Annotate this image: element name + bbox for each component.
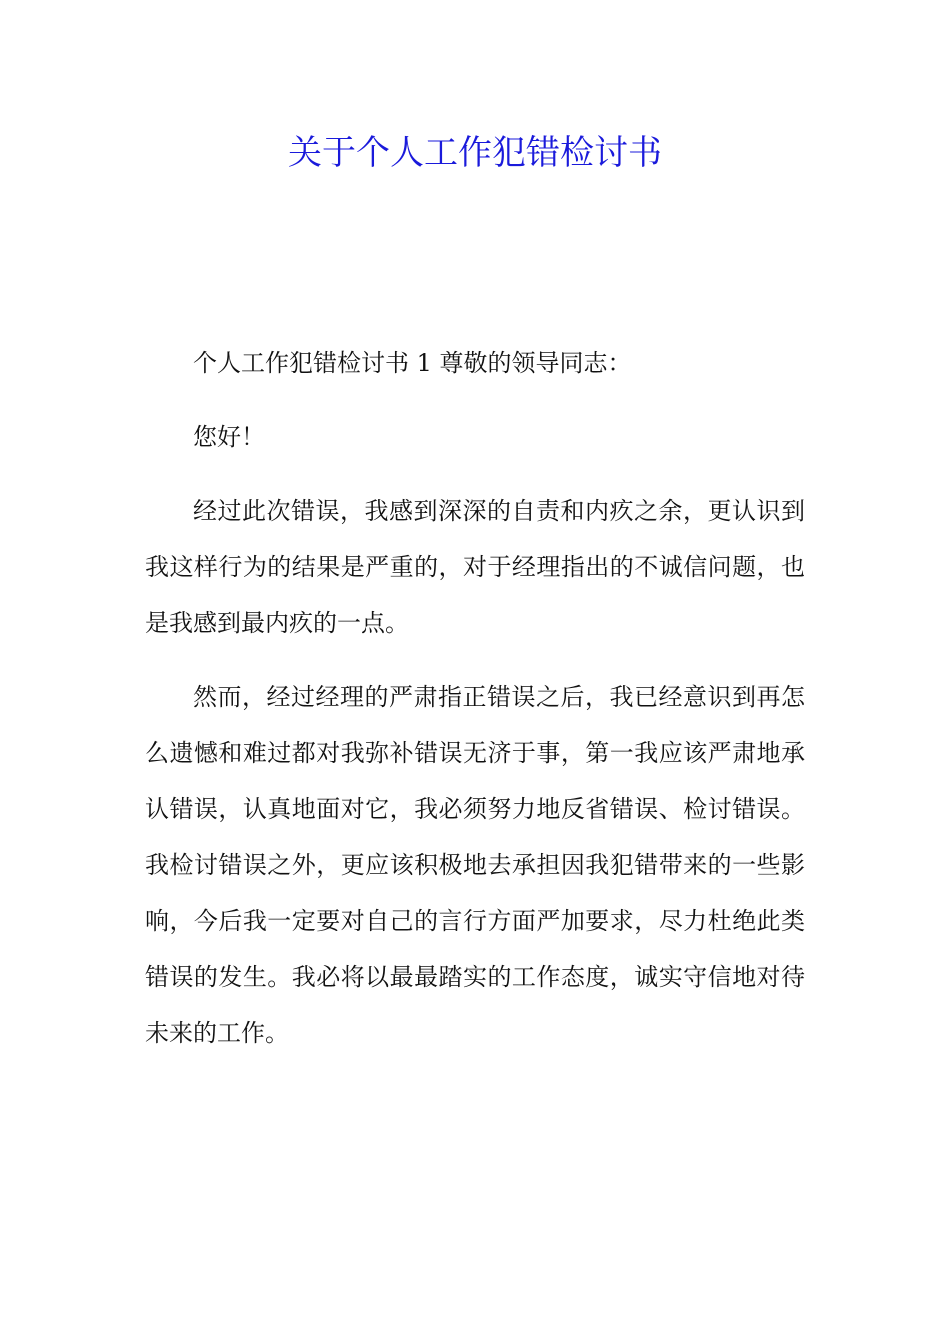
document-title: 关于个人工作犯错检讨书 <box>288 133 662 173</box>
paragraph-salutation: 个人工作犯错检讨书 1 尊敬的领导同志： <box>193 349 632 377</box>
paragraph-reflection: 经过此次错误，我感到深深的自责和内疚之余，更认识到我这样行为的结果是严重的，对于经理指出的不诚信问题，也是我感到最内疚的一点。 <box>145 497 805 637</box>
document-body <box>145 335 805 1079</box>
paragraph-commitment: 然而，经过经理的严肃指正错误之后，我已经意识到再怎么遗憾和难过都对我弥补错误无济于事，第一我应该严肃地承认错误，认真地面对它，我必须努力地反省错误、检讨错误。我检讨错误之外，更应该积极地去承担因我犯错带来的一些影响，今后我一定要对自己的言行方面严加要求，尽力杜绝此类错误的发生。我必将以最最踏实的工作态度，诚实守信地对待未来的工作。 <box>145 683 805 1047</box>
paragraph-greeting: 您好！ <box>193 423 265 451</box>
